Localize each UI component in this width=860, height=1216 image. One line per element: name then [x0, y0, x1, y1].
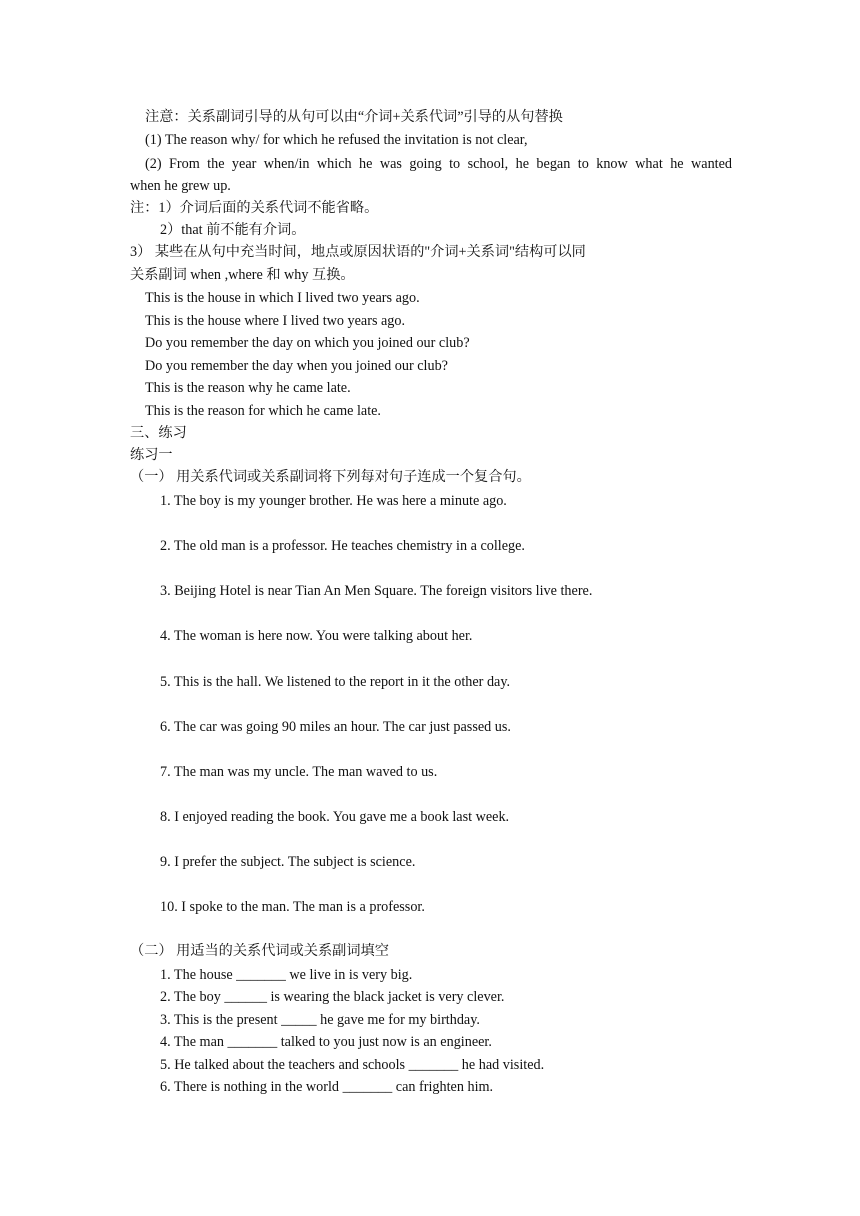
fill-blank-item: 1. The house _______ we live in is very big.: [160, 967, 413, 983]
fill-blank-item: 6. There is nothing in the world _______ can frighten him.: [160, 1079, 494, 1095]
exercise-item: 1. The boy is my younger brother. He was here a minute ago.: [160, 493, 507, 509]
example-sentence: This is the house where I lived two years ago.: [145, 313, 406, 329]
example-sentence: Do you remember the day on which you joined our club?: [145, 335, 470, 351]
fill-blank-item: 5. He talked about the teachers and schools _______ he had visited.: [160, 1057, 545, 1073]
exercise-title: 练习一: [130, 447, 173, 463]
note-title: 注意：关系副词引导的从句可以由“介词+关系代词”引导的从句替换: [145, 109, 563, 125]
sub-note-1: 注：1）介词后面的关系代词不能省略。: [130, 200, 379, 216]
exercise-item: 8. I enjoyed reading the book. You gave me a book last week.: [160, 809, 510, 825]
sub-note-3-line-1: 3） 某些在从句中充当时间，地点或原因状语的"介词+关系词"结构可以同: [130, 244, 586, 260]
exercise-item: 10. I spoke to the man. The man is a professor.: [160, 899, 425, 915]
exercise-item: 2. The old man is a professor. He teaches chemistry in a college.: [160, 538, 525, 554]
exercise-item: 9. I prefer the subject. The subject is science.: [160, 854, 416, 870]
example-sentence: This is the reason why he came late.: [145, 380, 351, 396]
exercise-item: 7. The man was my uncle. The man waved to us.: [160, 764, 438, 780]
part1-heading: （一） 用关系代词或关系副词将下列每对句子连成一个复合句。: [130, 469, 531, 485]
fill-blank-item: 4. The man _______ talked to you just now is an engineer.: [160, 1034, 492, 1050]
fill-blank-item: 2. The boy ______ is wearing the black jacket is very clever.: [160, 989, 505, 1005]
example-sentence: Do you remember the day when you joined our club?: [145, 358, 448, 374]
fill-blank-item: 3. This is the present _____ he gave me for my birthday.: [160, 1012, 480, 1028]
exercise-item: 5. This is the hall. We listened to the report in it the other day.: [160, 674, 511, 690]
example-1: (1) The reason why/ for which he refused the invitation is not clear,: [145, 132, 528, 148]
example-2-line-1: (2) From the year when/in which he was going to school, he began to know what he wanted: [145, 156, 732, 172]
example-sentence: This is the house in which I lived two years ago.: [145, 290, 420, 306]
exercise-item: 4. The woman is here now. You were talking about her.: [160, 628, 473, 644]
exercise-item: 6. The car was going 90 miles an hour. The car just passed us.: [160, 719, 511, 735]
example-sentence: This is the reason for which he came late.: [145, 403, 381, 419]
example-2-line-2: when he grew up.: [130, 178, 231, 194]
part2-heading: （二） 用适当的关系代词或关系副词填空: [130, 943, 389, 959]
exercise-item: 3. Beijing Hotel is near Tian An Men Square. The foreign visitors live there.: [160, 583, 593, 599]
sub-note-2: 2）that 前不能有介词。: [160, 222, 306, 238]
sub-note-3-line-2: 关系副词 when ,where 和 why 互换。: [130, 267, 355, 283]
section-title: 三、练习: [130, 425, 187, 441]
